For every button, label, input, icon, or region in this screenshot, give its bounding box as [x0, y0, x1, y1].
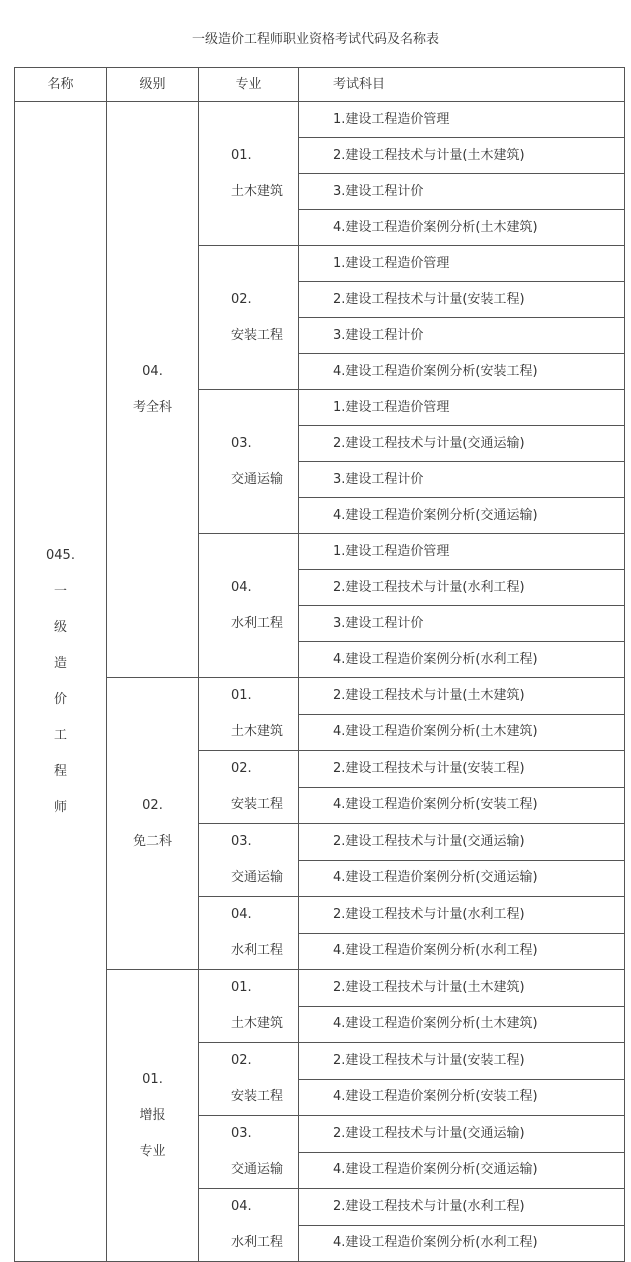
- header-level: 级别: [107, 68, 199, 102]
- subject-cell: 1.建设工程造价管理: [299, 102, 625, 138]
- major-cell: [199, 751, 299, 824]
- header-name: 名称: [15, 68, 107, 102]
- major-line: 水利工程: [231, 615, 284, 631]
- major-line: 土木建筑: [231, 183, 284, 199]
- level-line: 04.: [142, 363, 163, 379]
- name-cell: [15, 102, 107, 1262]
- major-line: 03.: [231, 1126, 252, 1141]
- level-line: 增报: [139, 1107, 166, 1123]
- major-line: 安装工程: [231, 1089, 284, 1104]
- subject-cell: 2.建设工程技术与计量(交通运输): [299, 824, 625, 861]
- level-line: 02.: [142, 797, 163, 813]
- major-line: 02.: [231, 761, 252, 776]
- major-cell: [199, 390, 299, 534]
- name-line: 程: [53, 763, 67, 779]
- major-line: 交通运输: [231, 1162, 284, 1177]
- subject-cell: 4.建设工程造价案例分析(交通运输): [299, 498, 625, 534]
- major-line: 02.: [231, 1053, 252, 1068]
- subject-cell: 2.建设工程技术与计量(安装工程): [299, 751, 625, 788]
- major-cell: [199, 246, 299, 390]
- major-line: 01.: [231, 147, 252, 163]
- table-row: [15, 970, 625, 1007]
- major-cell: [199, 534, 299, 678]
- name-line: 工: [53, 727, 67, 743]
- major-line: 04.: [231, 907, 252, 922]
- subject-cell: 2.建设工程技术与计量(交通运输): [299, 1116, 625, 1153]
- major-line: 02.: [231, 291, 252, 307]
- major-cell: [199, 970, 299, 1043]
- subject-cell: 4.建设工程造价案例分析(安装工程): [299, 1079, 625, 1116]
- subject-cell: 2.建设工程技术与计量(水利工程): [299, 570, 625, 606]
- subject-cell: 2.建设工程技术与计量(土木建筑): [299, 970, 625, 1007]
- level-line: 免二科: [132, 833, 172, 849]
- name-line: 造: [53, 655, 67, 671]
- name-line: 045.: [46, 547, 75, 563]
- subject-cell: 4.建设工程造价案例分析(水利工程): [299, 1225, 625, 1262]
- major-line: 01.: [231, 980, 252, 995]
- table-row: [15, 102, 625, 138]
- name-line: 级: [53, 619, 67, 635]
- major-line: 03.: [231, 435, 252, 451]
- major-cell: [199, 1189, 299, 1262]
- header-major: 专业: [199, 68, 299, 102]
- subject-cell: 2.建设工程技术与计量(安装工程): [299, 282, 625, 318]
- major-cell: [199, 824, 299, 897]
- level-line: 考全科: [132, 399, 172, 415]
- major-line: 土木建筑: [231, 1016, 284, 1031]
- table-row: [15, 678, 625, 715]
- major-line: 交通运输: [231, 870, 284, 885]
- major-line: 交通运输: [231, 471, 284, 487]
- subject-cell: 3.建设工程计价: [299, 318, 625, 354]
- subject-cell: 3.建设工程计价: [299, 462, 625, 498]
- major-cell: [199, 102, 299, 246]
- subject-cell: 1.建设工程造价管理: [299, 534, 625, 570]
- subject-cell: 4.建设工程造价案例分析(交通运输): [299, 1152, 625, 1189]
- subject-cell: 1.建设工程造价管理: [299, 390, 625, 426]
- subject-cell: 2.建设工程技术与计量(水利工程): [299, 1189, 625, 1226]
- level-cell: [107, 102, 199, 678]
- subject-cell: 3.建设工程计价: [299, 606, 625, 642]
- subject-cell: 2.建设工程技术与计量(安装工程): [299, 1043, 625, 1080]
- subject-cell: 4.建设工程造价案例分析(安装工程): [299, 787, 625, 824]
- subject-cell: 2.建设工程技术与计量(交通运输): [299, 426, 625, 462]
- page-title: 一级造价工程师职业资格考试代码及名称表: [191, 32, 439, 47]
- level-line: 01.: [142, 1071, 163, 1087]
- major-cell: [199, 1043, 299, 1116]
- subject-cell: 4.建设工程造价案例分析(水利工程): [299, 933, 625, 970]
- major-line: 01.: [231, 688, 252, 703]
- subject-cell: 2.建设工程技术与计量(土木建筑): [299, 138, 625, 174]
- subject-cell: 3.建设工程计价: [299, 174, 625, 210]
- level-cell: [107, 678, 199, 970]
- level-cell: [107, 970, 199, 1262]
- subject-cell: 1.建设工程造价管理: [299, 246, 625, 282]
- major-line: 04.: [231, 1199, 252, 1214]
- name-line: 一: [53, 583, 67, 599]
- subject-cell: 4.建设工程造价案例分析(水利工程): [299, 642, 625, 678]
- major-line: 水利工程: [231, 943, 284, 958]
- major-cell: [199, 1116, 299, 1189]
- major-cell: [199, 678, 299, 751]
- subject-cell: 2.建设工程技术与计量(水利工程): [299, 897, 625, 934]
- major-line: 03.: [231, 834, 252, 849]
- name-line: 价: [53, 691, 67, 707]
- major-line: 水利工程: [231, 1235, 284, 1250]
- major-line: 安装工程: [231, 327, 284, 343]
- subject-cell: 4.建设工程造价案例分析(土木建筑): [299, 1006, 625, 1043]
- major-line: 安装工程: [231, 797, 284, 812]
- level-line: 专业: [139, 1143, 166, 1159]
- header-row: [15, 68, 625, 102]
- major-line: 04.: [231, 579, 252, 595]
- subject-cell: 2.建设工程技术与计量(土木建筑): [299, 678, 625, 715]
- subject-cell: 4.建设工程造价案例分析(土木建筑): [299, 714, 625, 751]
- subject-cell: 4.建设工程造价案例分析(安装工程): [299, 354, 625, 390]
- header-subject: 考试科目: [299, 68, 625, 102]
- exam-code-table: [14, 67, 625, 1262]
- name-line: 师: [53, 799, 67, 815]
- subject-cell: 4.建设工程造价案例分析(交通运输): [299, 860, 625, 897]
- subject-cell: 4.建设工程造价案例分析(土木建筑): [299, 210, 625, 246]
- major-line: 土木建筑: [231, 724, 284, 739]
- major-cell: [199, 897, 299, 970]
